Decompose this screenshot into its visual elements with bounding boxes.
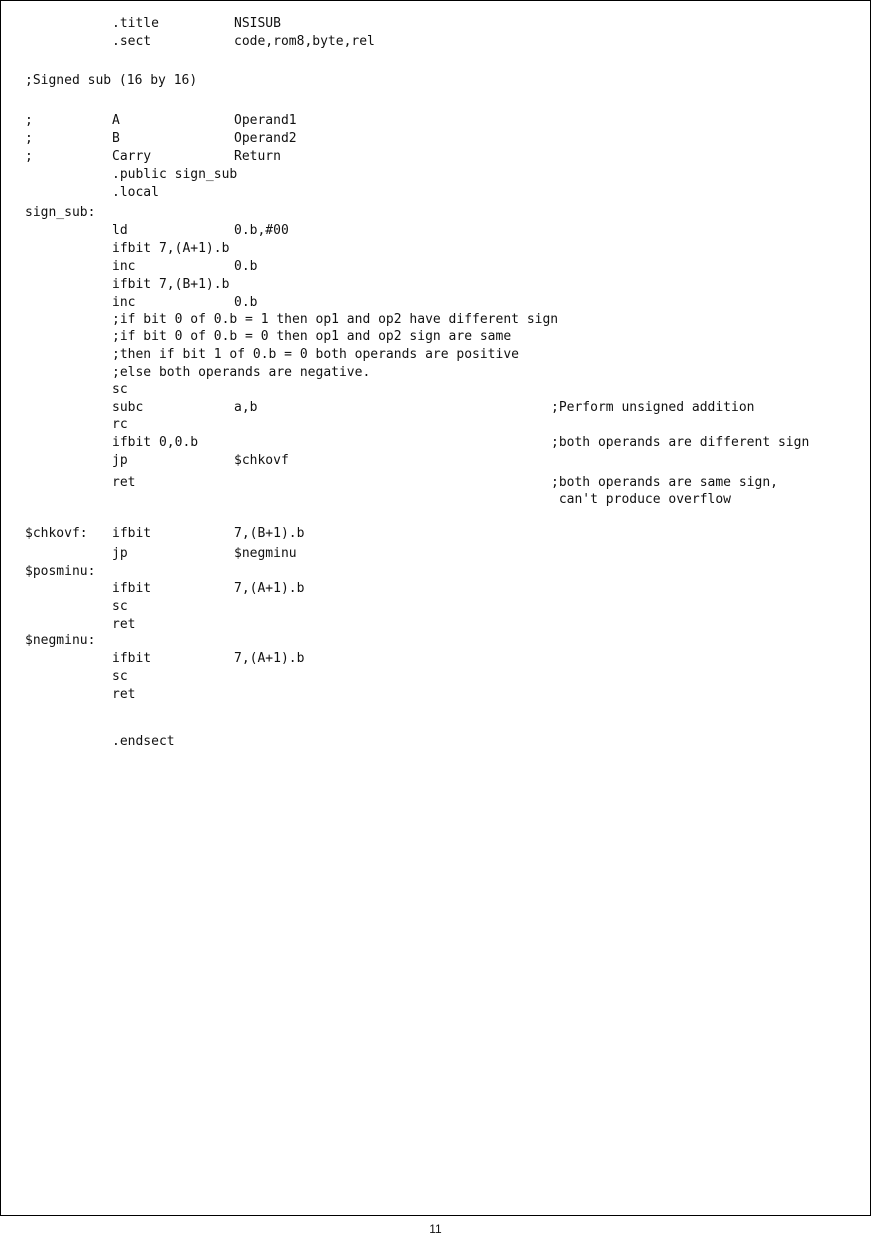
code-mnemonic: B [112, 131, 120, 146]
code-label: sign_sub: [25, 205, 96, 220]
code-line [0, 399, 869, 417]
code-line [0, 632, 869, 650]
code-mnemonic: ret [112, 475, 136, 490]
code-line [0, 346, 869, 364]
code-line [0, 580, 869, 598]
code-mnemonic: ifbit 0,0.b [112, 435, 199, 450]
code-line [0, 733, 869, 751]
code-line [0, 258, 869, 276]
code-operand: Operand1 [234, 113, 297, 128]
code-operand: Return [234, 149, 281, 164]
code-mnemonic: ifbit 7,(A+1).b [112, 241, 230, 256]
code-mnemonic: .sect [112, 34, 152, 49]
code-operand: 0.b [234, 259, 258, 274]
code-line [0, 130, 869, 148]
code-mnemonic: ld [112, 223, 128, 238]
code-line [0, 328, 869, 346]
code-operand: $negminu [234, 546, 297, 561]
code-mnemonic: .local [112, 185, 159, 200]
code-operand: code,rom8,byte,rel [234, 34, 375, 49]
code-line [0, 204, 869, 222]
code-label: ; [25, 149, 33, 164]
code-label: ; [25, 113, 33, 128]
code-mnemonic: ;if bit 0 of 0.b = 1 then op1 and op2 have different sign [112, 312, 559, 327]
code-label: $posminu: [25, 564, 96, 579]
code-line [0, 276, 869, 294]
code-line [0, 240, 869, 258]
code-line [0, 15, 869, 33]
page-number: 11 [429, 1222, 442, 1236]
code-mnemonic: ;if bit 0 of 0.b = 0 then op1 and op2 sign are same [112, 329, 512, 344]
code-mnemonic: sc [112, 382, 128, 397]
code-comment: ;both operands are same sign, [551, 475, 778, 490]
code-mnemonic: subc [112, 400, 144, 415]
code-comment: ;both operands are different sign [551, 435, 810, 450]
code-line [0, 598, 869, 616]
code-operand: 7,(B+1).b [234, 526, 305, 541]
code-label: ; [25, 131, 33, 146]
code-line [0, 33, 869, 51]
code-operand: 7,(A+1).b [234, 581, 305, 596]
code-comment: can't produce overflow [551, 492, 732, 507]
code-line [0, 184, 869, 202]
code-mnemonic: ifbit [112, 581, 152, 596]
code-line [0, 72, 869, 90]
code-line [0, 416, 869, 434]
code-mnemonic: ifbit [112, 526, 152, 541]
code-mnemonic: inc [112, 295, 136, 310]
code-mnemonic: sc [112, 669, 128, 684]
code-line [0, 686, 869, 704]
code-mnemonic: ;else both operands are negative. [112, 365, 371, 380]
code-mnemonic: Carry [112, 149, 152, 164]
code-line [0, 311, 869, 329]
code-operand: $chkovf [234, 453, 289, 468]
code-label: $negminu: [25, 633, 96, 648]
code-line [0, 525, 869, 543]
code-label: ;Signed sub (16 by 16) [25, 73, 198, 88]
code-mnemonic: ret [112, 617, 136, 632]
code-mnemonic: .endsect [112, 734, 175, 749]
code-operand: 0.b [234, 295, 258, 310]
code-line [0, 364, 869, 382]
code-line [0, 434, 869, 452]
code-line [0, 650, 869, 668]
code-line [0, 222, 869, 240]
code-line [0, 381, 869, 399]
code-line [0, 545, 869, 563]
code-line [0, 474, 869, 492]
code-mnemonic: jp [112, 546, 128, 561]
code-mnemonic: .title [112, 16, 159, 31]
code-line [0, 294, 869, 312]
code-operand: 0.b,#00 [234, 223, 289, 238]
code-operand: 7,(A+1).b [234, 651, 305, 666]
code-line [0, 112, 869, 130]
code-line [0, 668, 869, 686]
code-mnemonic: A [112, 113, 120, 128]
code-operand: Operand2 [234, 131, 297, 146]
code-line [0, 166, 869, 184]
code-mnemonic: ret [112, 687, 136, 702]
code-mnemonic: sc [112, 599, 128, 614]
code-mnemonic: jp [112, 453, 128, 468]
code-line [0, 563, 869, 581]
code-operand: a,b [234, 400, 258, 415]
code-mnemonic: rc [112, 417, 128, 432]
code-line [0, 452, 869, 470]
code-mnemonic: ifbit 7,(B+1).b [112, 277, 230, 292]
code-label: $chkovf: [25, 526, 88, 541]
code-mnemonic: .public sign_sub [112, 167, 238, 182]
code-line [0, 491, 869, 509]
code-comment: ;Perform unsigned addition [551, 400, 755, 415]
code-mnemonic: ;then if bit 1 of 0.b = 0 both operands are positive [112, 347, 519, 362]
code-line [0, 148, 869, 166]
code-mnemonic: ifbit [112, 651, 152, 666]
code-operand: NSISUB [234, 16, 281, 31]
code-mnemonic: inc [112, 259, 136, 274]
